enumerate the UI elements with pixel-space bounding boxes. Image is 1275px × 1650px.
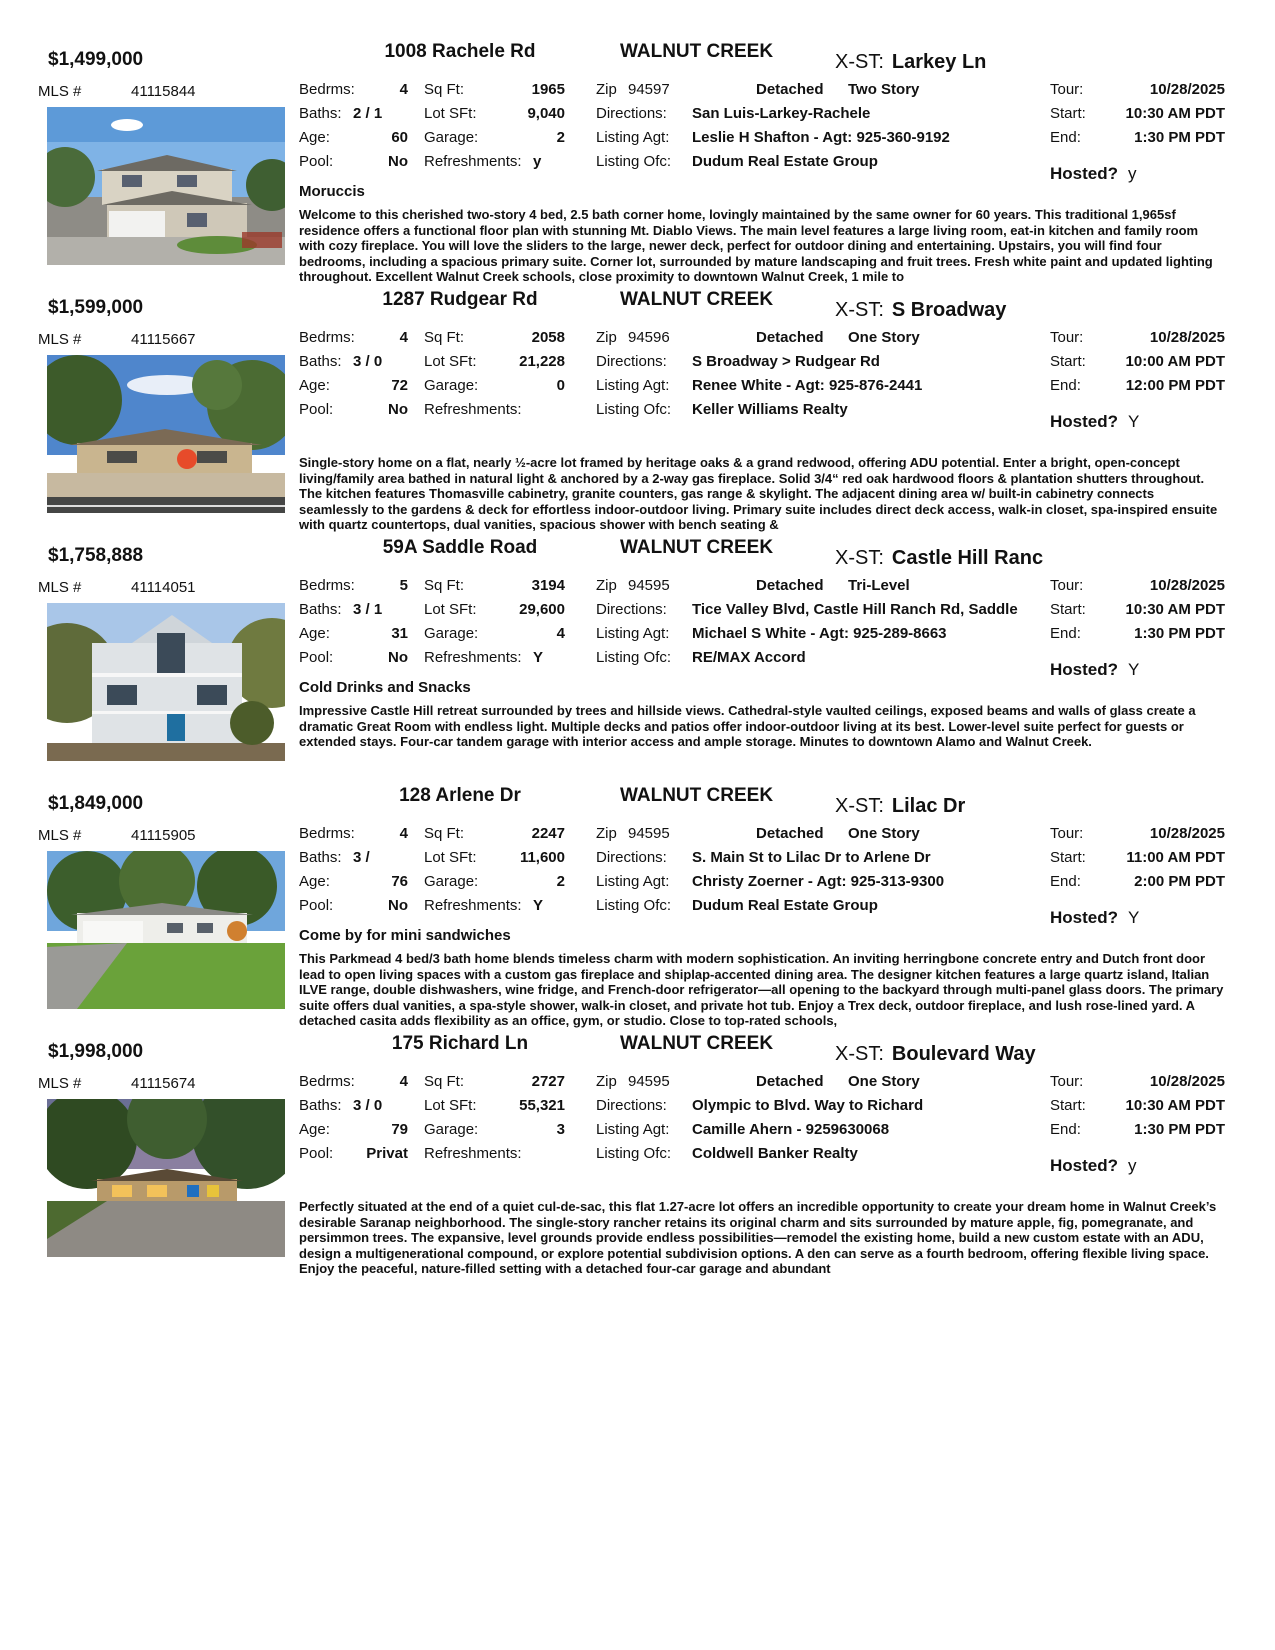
- hosted-label: Hosted?: [1050, 412, 1118, 431]
- pool-value: No: [388, 649, 408, 666]
- zip-label: Zip: [596, 81, 617, 98]
- tour-label: Tour:: [1050, 329, 1084, 346]
- refreshments-label: Refreshments:: [424, 153, 522, 170]
- garage-value: 3: [556, 1121, 565, 1138]
- age-label: Age:: [299, 873, 330, 890]
- bedrooms-value: 4: [399, 81, 408, 98]
- hosted-value: y: [1128, 1156, 1137, 1175]
- listing-agent-value: Leslie H Shafton - Agt: 925-360-9192: [692, 129, 950, 146]
- start-label: Start:: [1050, 601, 1086, 618]
- hosted-value: Y: [1128, 908, 1140, 927]
- listing-city: WALNUT CREEK: [620, 41, 774, 62]
- lot-sqft-value: 9,040: [527, 105, 565, 122]
- end-time: 1:30 PM PDT: [1134, 1121, 1225, 1138]
- hosted-label: Hosted?: [1050, 1156, 1118, 1175]
- bedrooms-value: 5: [399, 577, 408, 594]
- end-label: End:: [1050, 873, 1081, 890]
- baths-label: Baths:: [299, 353, 342, 370]
- hosted: [1050, 164, 1137, 184]
- start-label: Start:: [1050, 1097, 1086, 1114]
- mls-label: MLS #: [38, 83, 82, 100]
- mls-number: 41115844: [131, 83, 196, 100]
- sqft-value: 2058: [531, 329, 565, 346]
- refreshments-value: y: [533, 153, 542, 170]
- listing-office-label: Listing Ofc:: [596, 649, 672, 666]
- listing-agent-value: Renee White - Agt: 925-876-2441: [692, 377, 923, 394]
- bedrooms-value: 4: [399, 1073, 408, 1090]
- end-label: End:: [1050, 129, 1081, 146]
- property-style: Tri-Level: [848, 577, 910, 594]
- tour-label: Tour:: [1050, 81, 1084, 98]
- garage-label: Garage:: [424, 129, 479, 146]
- start-label: Start:: [1050, 849, 1086, 866]
- listing-description: Impressive Castle Hill retreat surrounded by trees and hillside views. Cathedral-style vaulted ceilings, exposed beams and walls of glass create a dramatic Great Room with endless light. Multiple decks and patios offer indoor-outdoor living at its best. Lower-level suite perfect for guests or extended stays. Four-car tandem garage with interior access and ample storage. Minutes to downtown Alamo and Walnut Creek.: [299, 703, 1196, 749]
- tour-label: Tour:: [1050, 577, 1084, 594]
- lot-sqft-value: 55,321: [519, 1097, 565, 1114]
- bedrooms-label: Bedrms:: [299, 329, 355, 346]
- listing-description: Single-story home on a flat, nearly ½-acre lot framed by heritage oaks & a grand redwood, offering ADU potential. Enter a bright, open-concept living/family area bathed in natural light & anchored by a 2-way gas fireplace. Solid 3/4“ red oak hardwood floors & plantation shutters throughout. The kitchen features Thomasville cabinetry, granite counters, gas range & skylight. The adjacent dining area w/ built-in cabinetry connects seamlessly to the gardens & deck for effortless indoor-outdoor living. Primary suite includes direct deck access, walk-in closet, spa-inspired ensuite with quartz countertops, dual vanities, spacious shower with bench seating &: [299, 455, 1218, 532]
- cross-street-label: X-ST:: [835, 1043, 884, 1065]
- property-photo[interactable]: [47, 603, 285, 761]
- property-type: Detached: [756, 577, 824, 594]
- sqft-label: Sq Ft:: [424, 81, 465, 98]
- property-type: Detached: [756, 329, 824, 346]
- end-time: 1:30 PM PDT: [1134, 625, 1225, 642]
- property-photo[interactable]: [47, 851, 285, 1009]
- garage-value: 2: [556, 129, 565, 146]
- listing-office-label: Listing Ofc:: [596, 897, 672, 914]
- garage-value: 4: [556, 625, 565, 642]
- lot-sqft-value: 21,228: [519, 353, 565, 370]
- zip-value: 94595: [628, 577, 670, 594]
- sqft-label: Sq Ft:: [424, 329, 465, 346]
- property-style: Two Story: [848, 81, 920, 98]
- listing-office-label: Listing Ofc:: [596, 1145, 672, 1162]
- listing-office-value: Keller Williams Realty: [692, 401, 848, 418]
- property-type: Detached: [756, 81, 824, 98]
- listing-address: 1008 Rachele Rd: [384, 41, 536, 62]
- cross-street: [835, 795, 965, 818]
- listing-office-label: Listing Ofc:: [596, 401, 672, 418]
- zip-value: 94597: [628, 81, 670, 98]
- listing-address: 128 Arlene Dr: [399, 785, 521, 806]
- property-photo[interactable]: [47, 107, 285, 265]
- zip-label: Zip: [596, 1073, 617, 1090]
- listing-card: [0, 285, 1275, 545]
- listing-card: [0, 37, 1275, 297]
- listing-office-label: Listing Ofc:: [596, 153, 672, 170]
- listing-city: WALNUT CREEK: [620, 289, 774, 310]
- end-time: 1:30 PM PDT: [1134, 129, 1225, 146]
- hosted: [1050, 660, 1139, 680]
- age-label: Age:: [299, 129, 330, 146]
- listing-address: 1287 Rudgear Rd: [382, 289, 538, 310]
- garage-label: Garage:: [424, 625, 479, 642]
- listing-card: [0, 1029, 1275, 1289]
- listing-office-value: Dudum Real Estate Group: [692, 897, 878, 914]
- cross-street-label: X-ST:: [835, 795, 884, 817]
- listing-card: [0, 533, 1275, 793]
- zip-label: Zip: [596, 577, 617, 594]
- garage-value: 0: [556, 377, 565, 394]
- sqft-value: 2247: [531, 825, 565, 842]
- pool-label: Pool:: [299, 401, 334, 418]
- listing-price: $1,849,000: [48, 793, 144, 814]
- mls-label: MLS #: [38, 579, 82, 596]
- property-photo[interactable]: [47, 355, 285, 513]
- zip-value: 94595: [628, 825, 670, 842]
- garage-label: Garage:: [424, 1121, 479, 1138]
- listing-office-value: RE/MAX Accord: [692, 649, 806, 666]
- lot-sqft-label: Lot SFt:: [424, 849, 477, 866]
- listing-office-value: Coldwell Banker Realty: [692, 1145, 858, 1162]
- refreshments-label: Refreshments:: [424, 897, 522, 914]
- bedrooms-label: Bedrms:: [299, 1073, 355, 1090]
- bedrooms-label: Bedrms:: [299, 825, 355, 842]
- listing-price: $1,758,888: [48, 545, 144, 566]
- start-time: 10:30 AM PDT: [1125, 601, 1225, 618]
- baths-label: Baths:: [299, 601, 342, 618]
- mls-number: 41115905: [131, 827, 196, 844]
- end-label: End:: [1050, 625, 1081, 642]
- property-style: One Story: [848, 825, 920, 842]
- age-label: Age:: [299, 377, 330, 394]
- cross-street: [835, 547, 1043, 570]
- cross-street-value: Boulevard Way: [891, 1043, 1036, 1065]
- tour-date: 10/28/2025: [1149, 825, 1225, 842]
- sqft-value: 2727: [531, 1073, 565, 1090]
- directions-value: Olympic to Blvd. Way to Richard: [692, 1097, 924, 1114]
- zip-label: Zip: [596, 825, 617, 842]
- start-time: 10:30 AM PDT: [1125, 105, 1225, 122]
- listing-agent-value: Camille Ahern - 9259630068: [692, 1121, 890, 1138]
- baths-value: 2 / 1: [353, 105, 383, 122]
- baths-value: 3 / 0: [353, 1097, 383, 1114]
- age-value: 72: [391, 377, 408, 394]
- sqft-value: 1965: [531, 81, 565, 98]
- property-photo[interactable]: [47, 1099, 285, 1257]
- directions-label: Directions:: [596, 601, 667, 618]
- start-time: 11:00 AM PDT: [1126, 849, 1225, 866]
- sqft-label: Sq Ft:: [424, 825, 465, 842]
- mls-number: 41115667: [131, 331, 196, 348]
- sqft-label: Sq Ft:: [424, 1073, 465, 1090]
- cross-street: [835, 1043, 1036, 1066]
- property-style: One Story: [848, 329, 920, 346]
- directions-value: S Broadway > Rudgear Rd: [692, 353, 880, 370]
- pool-label: Pool:: [299, 897, 334, 914]
- start-time: 10:00 AM PDT: [1125, 353, 1225, 370]
- end-time: 12:00 PM PDT: [1125, 377, 1225, 394]
- listing-address: 175 Richard Ln: [391, 1033, 529, 1054]
- tour-date: 10/28/2025: [1149, 577, 1225, 594]
- sqft-value: 3194: [531, 577, 565, 594]
- age-value: 79: [391, 1121, 408, 1138]
- age-label: Age:: [299, 1121, 330, 1138]
- refreshments-note: Come by for mini sandwiches: [299, 927, 511, 944]
- refreshments-label: Refreshments:: [424, 649, 522, 666]
- lot-sqft-label: Lot SFt:: [424, 353, 477, 370]
- baths-value: 3 / 1: [353, 601, 383, 618]
- listing-agent-label: Listing Agt:: [596, 129, 670, 146]
- listing-description: This Parkmead 4 bed/3 bath home blends timeless charm with modern sophistication. An inviting herringbone concrete entry and Dutch front door lead to open living spaces with a custom gas fireplace and shiplap-accented dining area. The designer kitchen features a large quartz island, Italian ILVE range, double dishwashers, wine fridge, and French-door refrigerator—all opening to the backyard through multi-panel glass doors. The primary suite offers dual vanities, a spa-style shower, walk-in closet, and private hot tub. Enjoy a Trex deck, outdoor fireplace, and lush rose-lined yard. A detached casita adds flexibility as an office, gym, or studio. Close to top-rated schools,: [299, 951, 1224, 1028]
- mls-label: MLS #: [38, 331, 82, 348]
- lot-sqft-value: 29,600: [519, 601, 565, 618]
- listing-description: Welcome to this cherished two-story 4 bed, 2.5 bath corner home, lovingly maintained by the same owner for 60 years. This traditional 1,965sf residence offers a functional floor plan with stunning Mt. Diablo Views. The main level features a large living room, eat-in kitchen and family room with cozy fireplace. You will love the sliders to the large, newer deck, perfect for outdoor dining and entertaining. Upstairs, you will find four bedrooms, including a spacious primary suite. Corner lot, surrounded by mature landscaping and fruit trees. Fresh white paint and updated lighting throughout. Excellent Walnut Creek schools, close proximity to downtown Walnut Creek, 1 mile to: [299, 207, 1213, 284]
- cross-street-value: Lilac Dr: [891, 795, 966, 817]
- hosted-value: y: [1128, 164, 1137, 183]
- tour-date: 10/28/2025: [1149, 1073, 1225, 1090]
- zip-label: Zip: [596, 329, 617, 346]
- hosted-label: Hosted?: [1050, 908, 1118, 927]
- baths-label: Baths:: [299, 849, 342, 866]
- tour-date: 10/28/2025: [1149, 81, 1225, 98]
- listing-card: [0, 781, 1275, 1041]
- listing-city: WALNUT CREEK: [620, 537, 774, 558]
- age-label: Age:: [299, 625, 330, 642]
- listing-agent-label: Listing Agt:: [596, 625, 670, 642]
- cross-street-value: Castle Hill Ranc: [891, 547, 1044, 569]
- tour-date: 10/28/2025: [1149, 329, 1225, 346]
- cross-street-value: Larkey Ln: [891, 51, 987, 73]
- tour-label: Tour:: [1050, 1073, 1084, 1090]
- refreshments-label: Refreshments:: [424, 401, 522, 418]
- cross-street: [835, 51, 986, 74]
- listing-description: Perfectly situated at the end of a quiet cul-de-sac, this flat 1.27-acre lot offers an incredible opportunity to create your dream home in Walnut Creek’s desirable Saranap neighborhood. The single-story rancher retains its original charm and sits surrounded by mature apple, fig, pomegranate, and persimmon trees. The expansive, level grounds provide endless possibilities—remodel the existing home, build a new custom estate with an ADU, design a multigenerational compound, or explore potential subdivision options. A den can serve as a fourth bedroom, offering flexible living space. Enjoy the peaceful, nature-filled setting with a detached four-car garage and abundant: [299, 1199, 1217, 1276]
- garage-value: 2: [556, 873, 565, 890]
- listing-price: $1,499,000: [48, 49, 144, 70]
- age-value: 31: [391, 625, 408, 642]
- listing-office-value: Dudum Real Estate Group: [692, 153, 878, 170]
- bedrooms-label: Bedrms:: [299, 577, 355, 594]
- refreshments-label: Refreshments:: [424, 1145, 522, 1162]
- cross-street-label: X-ST:: [835, 51, 884, 73]
- hosted: [1050, 1156, 1137, 1176]
- bedrooms-value: 4: [399, 329, 408, 346]
- refreshments-value: Y: [533, 897, 544, 914]
- lot-sqft-label: Lot SFt:: [424, 105, 477, 122]
- listing-agent-value: Christy Zoerner - Agt: 925-313-9300: [692, 873, 945, 890]
- garage-label: Garage:: [424, 873, 479, 890]
- property-style: One Story: [848, 1073, 920, 1090]
- baths-value: 3 /: [353, 849, 370, 866]
- directions-label: Directions:: [596, 353, 667, 370]
- directions-label: Directions:: [596, 1097, 667, 1114]
- property-type: Detached: [756, 1073, 824, 1090]
- refreshments-note: Cold Drinks and Snacks: [299, 679, 471, 696]
- property-type: Detached: [756, 825, 824, 842]
- bedrooms-label: Bedrms:: [299, 81, 355, 98]
- refreshments-value: Y: [533, 649, 544, 666]
- cross-street-label: X-ST:: [835, 299, 884, 321]
- listing-agent-value: Michael S White - Agt: 925-289-8663: [692, 625, 947, 642]
- listing-price: $1,998,000: [48, 1041, 144, 1062]
- mls-label: MLS #: [38, 827, 82, 844]
- pool-value: No: [388, 897, 408, 914]
- end-label: End:: [1050, 1121, 1081, 1138]
- cross-street: [835, 299, 1006, 322]
- zip-value: 94595: [628, 1073, 670, 1090]
- mls-number: 41115674: [131, 1075, 196, 1092]
- listing-city: WALNUT CREEK: [620, 785, 774, 806]
- pool-value: No: [388, 153, 408, 170]
- mls-number: 41114051: [131, 579, 196, 596]
- lot-sqft-value: 11,600: [519, 849, 565, 866]
- refreshments-note: Moruccis: [299, 183, 365, 200]
- cross-street-label: X-ST:: [835, 547, 884, 569]
- age-value: 60: [391, 129, 408, 146]
- directions-value: San Luis-Larkey-Rachele: [692, 105, 871, 122]
- listing-address: 59A Saddle Road: [382, 537, 538, 558]
- bedrooms-value: 4: [399, 825, 408, 842]
- pool-value: No: [388, 401, 408, 418]
- directions-label: Directions:: [596, 105, 667, 122]
- directions-label: Directions:: [596, 849, 667, 866]
- hosted-label: Hosted?: [1050, 164, 1118, 183]
- start-label: Start:: [1050, 105, 1086, 122]
- hosted: [1050, 412, 1139, 432]
- hosted-label: Hosted?: [1050, 660, 1118, 679]
- start-label: Start:: [1050, 353, 1086, 370]
- lot-sqft-label: Lot SFt:: [424, 601, 477, 618]
- baths-label: Baths:: [299, 1097, 342, 1114]
- baths-value: 3 / 0: [353, 353, 383, 370]
- listing-agent-label: Listing Agt:: [596, 873, 670, 890]
- hosted-value: Y: [1128, 412, 1140, 431]
- hosted: [1050, 908, 1139, 928]
- mls-label: MLS #: [38, 1075, 82, 1092]
- pool-value: Privat: [366, 1145, 408, 1162]
- age-value: 76: [391, 873, 408, 890]
- directions-value: Tice Valley Blvd, Castle Hill Ranch Rd, Saddle: [692, 601, 1018, 618]
- listing-agent-label: Listing Agt:: [596, 1121, 670, 1138]
- cross-street-value: S Broadway: [891, 299, 1007, 321]
- listing-city: WALNUT CREEK: [620, 1033, 774, 1054]
- directions-value: S. Main St to Lilac Dr to Arlene Dr: [692, 849, 931, 866]
- lot-sqft-label: Lot SFt:: [424, 1097, 477, 1114]
- pool-label: Pool:: [299, 153, 334, 170]
- tour-label: Tour:: [1050, 825, 1084, 842]
- garage-label: Garage:: [424, 377, 479, 394]
- end-label: End:: [1050, 377, 1081, 394]
- listing-price: $1,599,000: [48, 297, 144, 318]
- listing-agent-label: Listing Agt:: [596, 377, 670, 394]
- end-time: 2:00 PM PDT: [1134, 873, 1225, 890]
- pool-label: Pool:: [299, 1145, 334, 1162]
- pool-label: Pool:: [299, 649, 334, 666]
- start-time: 10:30 AM PDT: [1125, 1097, 1225, 1114]
- hosted-value: Y: [1128, 660, 1140, 679]
- zip-value: 94596: [628, 329, 670, 346]
- sqft-label: Sq Ft:: [424, 577, 465, 594]
- baths-label: Baths:: [299, 105, 342, 122]
